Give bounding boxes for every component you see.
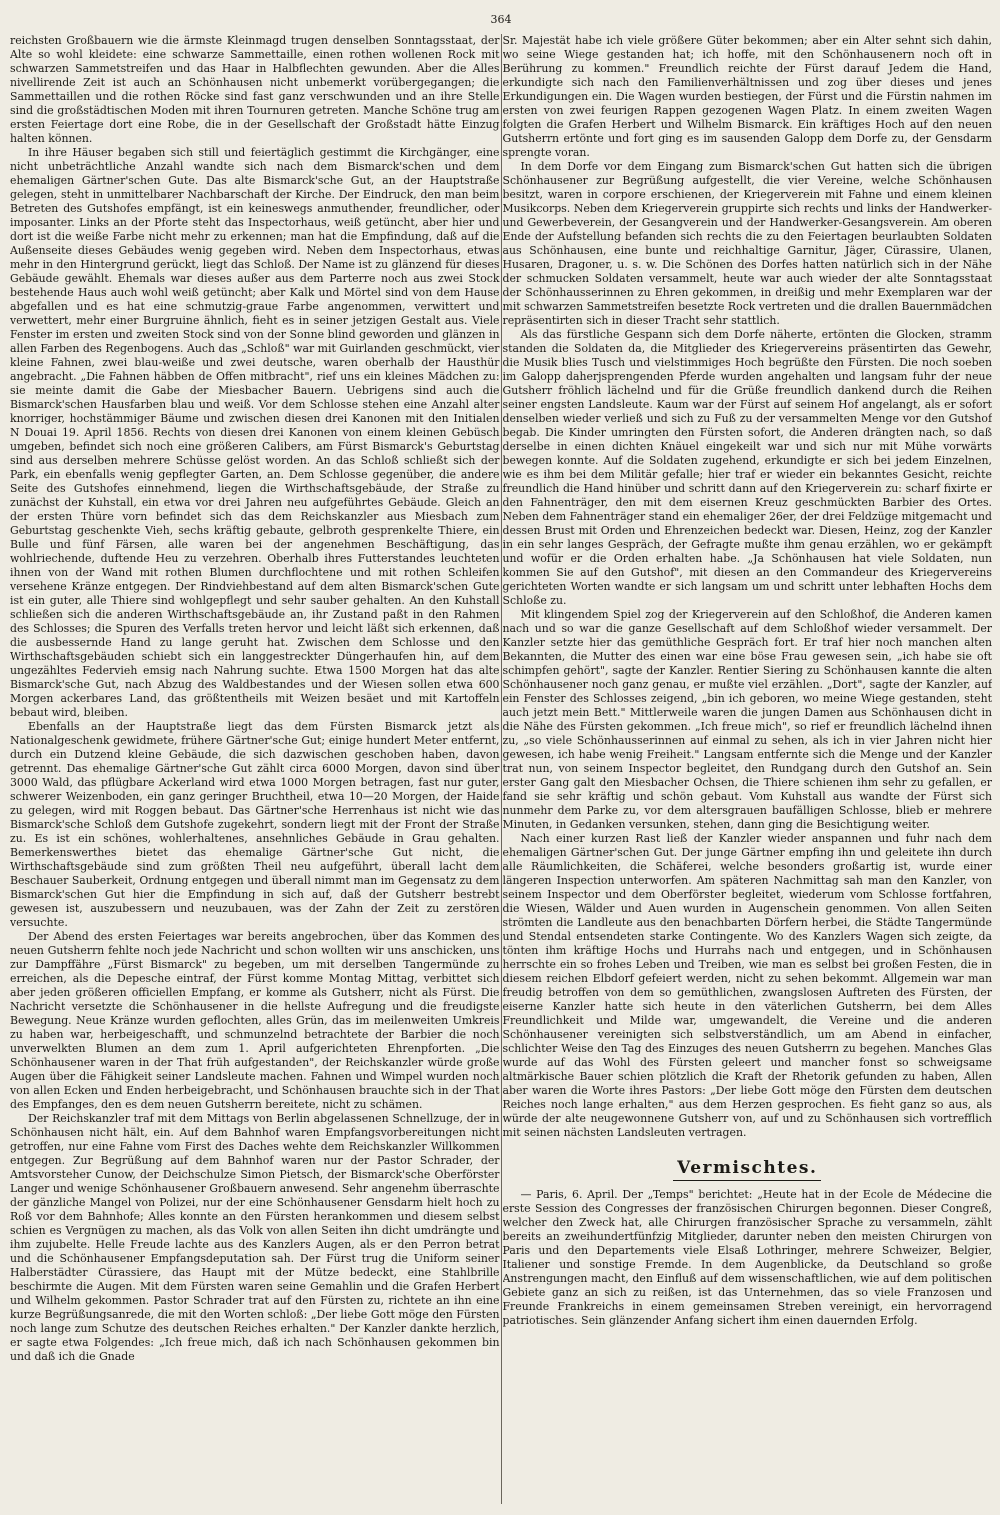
news-item-paragraph: — Paris, 6. April. Der „Temps" berichtet: „Heute hat in der Ecole de Médecine die erste Session des Congresses der französischen Chirurgen begonnen. Dieser Congreß, welcher den Zweck hat, alle Chirurgen französischer Sprache zu versammeln, zählt bereits an zweihundertfünfzig Mitglieder, darunter neben den meisten Chirurgen von Paris und den Departements viele Elsaß Lothringer, mehrere Schweizer, Belgier, Italiener und sonstige Fremde. In dem Augenblicke, da Deutschland so große Anstrengungen macht, den Einfluß auf dem wissenschaftlichen, wie auf dem politischen Gebiete ganz an sich zu reißen, ist das Unternehmen, das so viele Franzosen und Freunde Frankreichs in einem gemeinsamen Streben vereinigt, ein hervorragend patriotisches. Sein glänzender Anfang sichert ihm einen dauernden Erfolg.	[502, 1188, 992, 1327]
article-paragraph: Der Reichskanzler traf mit dem Mittags von Berlin abgelassenen Schnellzuge, der in Schönhausen nicht hält, ein. Auf dem Bahnhof waren Empfangsvorbereitungen nicht getroffen, nur eine Fahne vom First des Daches wehte dem Reichskanzler Willkommen entgegen. Zur Begrüßung auf dem Bahnhof waren nur der Pastor Schrader, der Amtsvorsteher Cunow, der Deichschulze Simon Pietsch, der Bismarck'sche Oberförster Langer und wenige Schönhausener Großbauern anwesend. Sehr angenehm überraschte der gänzliche Mangel von Polizei, nur der eine Schönhausener Gensdarm hielt hoch zu Roß vor dem Bahnhofe; Alles konnte an den Fürsten herankommen und diesem selbst schien es Vergnügen zu machen, als das Volk von allen Seiten ihn dicht umdrängte und ihm zujubelte. Helle Freude lachte aus des Kanzlers Augen, als er den Perron betrat und die Schönhausener Empfangsdeputation sah. Der Fürst trug die Uniform seiner Halberstädter Cürassiere, das Haupt mit der Mütze bedeckt, eine Stahlbrille beschirmte die Augen. Mit dem Fürsten waren seine Gemahlin und die Grafen Herbert und Wilhelm gekommen. Pastor Schrader trat auf den Fürsten zu, richtete an ihn eine kurze Begrüßungsanrede, die mit den Worten schloß: „Der liebe Gott möge den Fürsten noch lange zum Schutze des deutschen Reiches erhalten." Der Kanzler dankte herzlich, er sagte etwa Folgendes: „Ich freue mich, daß ich nach Schönhausen gekommen bin und daß ich die Gnade	[10, 1112, 500, 1363]
article-paragraph: In dem Dorfe vor dem Eingang zum Bismarck'schen Gut hatten sich die übrigen Schönhausener zur Begrüßung aufgestellt, die vier Vereine, welche Schönhausen besitzt, waren in corpore erschienen, der Kriegerverein mit Fahne und einem kleinen Musikcorps. Neben dem Kriegerverein gruppirte sich rechts und links der Handwerker- und Gewerbeverein, der Gesangverein und der Handwerker-Gesangsverein. Am oberen Ende der Aufstellung befanden sich rechts die zu den Feiertagen beurlaubten Soldaten aus Schönhausen, eine bunte und reichhaltige Garnitur, Jäger, Cürassire, Ulanen, Husaren, Dragoner, u. s. w. Die Schönen des Dorfes hatten natürlich sich in der Nähe der schmucken Soldaten versammelt, heute war auch wieder der alte Sonntagsstaat der Schönhausserinnen zu Ehren gekommen, in dreißig und mehr Exemplaren war der mit schwarzen Sammetstreifen besetzte Rock vertreten und die drallen Bauernmädchen repräsentirten sich in dieser Tracht sehr stattlich.	[502, 160, 992, 327]
article-paragraph: reichsten Großbauern wie die ärmste Kleinmagd trugen denselben Sonntagsstaat, der Alte so wohl kleidete: eine schwarze Sammettaille, einen rothen wollenen Rock mit schwarzen Sammetstreifen und das Haar in Halbflechten gewunden. Aber die Alles nivellirende Zeit ist auch an Schönhausen nicht unbemerkt vorübergegangen; die Sammettaillen und die rothen Röcke sind fast ganz verschwunden und an ihre Stelle sind die großstädtischen Moden mit ihren Tournuren getreten. Manche Schöne trug am ersten Feiertage dort eine Robe, die in der Gesellschaft der Großstadt hätte Einzug halten können.	[10, 34, 500, 145]
article-paragraph: In ihre Häuser begaben sich still und feiertäglich gestimmt die Kirchgänger, eine nicht unbeträchtliche Anzahl wandte sich nach dem Bismarck'schen und dem ehemaligen Gärtner'schen Gute. Das alte Bismarck'sche Gut, an der Hauptstraße gelegen, steht in unmittelbarer Nachbarschaft der Kirche. Der Eindruck, den man beim Betreten des Gutshofes empfängt, ist ein keineswegs anmuthender, freundlicher, oder imposanter. Links an der Pforte steht das Inspectorhaus, weiß getüncht, aber hier und dort ist die weiße Farbe nicht mehr zu erkennen; man hat die Empfindung, daß auf die Außenseite dieses Gebäudes wenig gegeben wird. Neben dem Inspectorhaus, etwas mehr in den Hintergrund gerückt, liegt das Schloß. Der Name ist zu glänzend für dieses Gebäude gewählt. Ehemals war dieses außer aus dem Parterre noch aus zwei Stock bestehende Haus auch wohl weiß getüncht; aber Kalk und Mörtel sind von dem Hause abgefallen und es hat eine schmutzig-graue Farbe angenommen, verwittert und verwettert, mehr einer Burgruine ähnlich, fieht es in seiner jetzigen Gestalt aus. Viele Fenster im ersten und zweiten Stock sind von der Sonne blind geworden und glänzen in allen Farben des Regenbogens. Auch das „Schloß" war mit Guirlanden geschmückt, vier kleine Fahnen, zwei blau-weiße und zwei deutsche, waren oberhalb der Hausthür angebracht. „Die Fahnen häbben de Offen mitbracht", rief uns ein kleines Mädchen zu: sie meinte damit die Gabe der Miesbacher Bauern. Uebrigens sind auch die Bismarck'schen Hausfarben blau und weiß. Vor dem Schlosse stehen eine Anzahl alter knorriger, hochstämmiger Bäume und zwischen diesen drei Kanonen mit den Initialen N Douai 19. April 1856. Rechts von diesen drei Kanonen von einem kleinen Gebüsch umgeben, befindet sich noch eine größeren Calibers, am Fürst Bismarck's Geburtstag sind aus derselben mehrere Schüsse gelöst worden. An das Schloß schließt sich der Park, ein ebenfalls wenig gepflegter Garten, an. Dem Schlosse gegenüber, die andere Seite des Gutshofes einnehmend, liegen die Wirthschaftsgebäude, der Straße zu zunächst der Kuhstall, ein etwa vor drei Jahren neu aufgeführtes Gebäude. Gleich an der ersten Thüre vorn befindet sich das dem Reichskanzler aus Miesbach zum Geburtstag geschenkte Vieh, sechs kräftig gebaute, gelbroth gesprenkelte Thiere, ein Bulle und fünf Färsen, alle waren bei der angenehmen Beschäftigung, das wohlriechende, duftende Heu zu verzehren. Oberhalb ihres Futterstandes leuchteten ihnen von der Wand mit rothen Blumen durchflochtene und mit rothen Schleifen versehene Kränze entgegen. Der Rindviehbestand auf dem alten Bismarck'schen Gute ist ein guter, alle Thiere sind wohlgepflegt und sehr sauber gehalten. An den Kuhstall schließen sich die anderen Wirthschaftsgebäude an, ihr Zustand paßt in den Rahmen des Schlosses; die Spuren des Verfalls treten hervor und leicht läßt sich erkennen, daß die ausbessernde Hand zu lange geruht hat. Zwischen dem Schlosse und den Wirthschaftsgebäuden schiebt sich ein langgestreckter Düngerhaufen hin, auf dem ungezähltes Federvieh emsig nach Nahrung suchte. Etwa 1500 Morgen hat das alte Bismarck'sche Gut, nach Abzug des Waldbestandes und der Wiesen sollen etwa 600 Morgen ackerbares Land, das größtentheils mit Weizen besäet und mit Kartoffeln bebaut wird, bleiben.	[10, 146, 500, 719]
article-paragraph: Mit klingendem Spiel zog der Kriegerverein auf den Schloßhof, die Anderen kamen nach und so war die ganze Gesellschaft auf dem Schloßhof wieder versammelt. Der Kanzler setzte hier das gemüthliche Gespräch fort. Er traf hier noch manchen alten Bekannten, die Mutter des einen war eine böse Frau gewesen sein, „ich habe sie oft schimpfen gehört", sagte der Kanzler. Rentier Siering zu Schönhausen kannte die alten Schönhausener noch ganz genau, er mußte viel erzählen. „Dort", sagte der Kanzler, auf ein Fenster des Schlosses zeigend, „bin ich geboren, wo meine Wiege gestanden, steht auch jetzt mein Bett." Mittlerweile waren die jungen Damen aus Schönhausen dicht in die Nähe des Fürsten gekommen. „Ich freue mich", so rief er freundlich lächelnd ihnen zu, „so viele Schönhausserinnen auf einmal zu sehen, als ich in vier Jahren nicht hier gewesen, ich habe wenig Freiheit." Langsam entfernte sich die Menge und der Kanzler trat nun, von seinem Inspector begleitet, den Rundgang durch den Gutshof an. Sein erster Gang galt den Miesbacher Ochsen, die Thiere schienen ihm sehr zu gefallen, er fand sie sehr kräftig und schön gebaut. Vom Kuhstall aus wandte der Fürst sich nunmehr dem Parke zu, vor dem altersgrauen baufälligen Schlosse, blieb er mehrere Minuten, in Gedanken versunken, stehen, dann ging die Besichtigung weiter.	[502, 608, 992, 831]
section-heading	[503, 1158, 993, 1178]
right-column	[503, 34, 993, 1504]
left-column	[10, 34, 500, 1504]
article-paragraph: Der Abend des ersten Feiertages war bereits angebrochen, über das Kommen des neuen Gutsherrn fehlte noch jede Nachricht und schon wollten wir uns anschicken, uns zur Dampffähre „Fürst Bismarck" zu begeben, um mit derselben Tangermünde zu erreichen, als die Depesche eintraf, der Fürst komme Montag Mittag, verbittet sich aber jeden größeren officiellen Empfang, er komme als Gutsherr, nicht als Fürst. Die Nachricht versetzte die Schönhausener in die hellste Aufregung und die freudigste Bewegung. Neue Kränze wurden geflochten, alles Grün, das im meilenweiten Umkreis zu haben war, herbeigeschafft, und schmunzelnd betrachtete der Barbier die noch unverwelkten Blumen an dem zum 1. April aufgerichteten Ehrenpforten. „Die Schönhausener waren in der That früh aufgestanden", der Reichskanzler würde große Augen über die Fähigkeit seiner Landsleute machen. Fahnen und Wimpel wurden noch von allen Ecken und Enden herbeigebracht, und Schönhausen brauchte sich in der That des Empfanges, den es dem neuen Gutsherrn bereitete, nicht zu schämen.	[10, 930, 500, 1111]
text-columns	[10, 34, 992, 1504]
section-title: Vermischtes.	[673, 1158, 821, 1181]
page-number: 364	[490, 13, 512, 26]
article-paragraph: Als das fürstliche Gespann sich dem Dorfe näherte, ertönten die Glocken, stramm standen die Soldaten da, die Mitglieder des Kriegervereins präsentirten das Gewehr, die Musik blies Tusch und vielstimmiges Hoch begrüßte den Fürsten. Die noch soeben im Galopp daherjsprengenden Pferde wurden angehalten und langsam fuhr der neue Gutsherr fröhlich lächelnd und für die Grüße freundlich dankend durch die Reihen seiner engsten Landsleute. Kaum war der Fürst auf seinem Hof angelangt, als er sofort denselben wieder verließ und sich zu Fuß zu der versammelten Menge vor den Gutshof begab. Die Kinder umringten den Fürsten sofort, die Anderen drängten nach, so daß derselbe in einen dichten Knäuel eingekeilt war und sich nur mit Mühe vorwärts bewegen konnte. Auf die Soldaten zugehend, erkundigte er sich bei jedem Einzelnen, wie es ihm bei dem Militär gefalle; hier traf er wieder ein bekanntes Gesicht, reichte freundlich die Hand hinüber und schritt dann auf den Kriegerverein zu: scharf fixirte er den Fahnenträger, den mit dem eisernen Kreuz geschmückten Barbier des Ortes. Neben dem Fahnenträger stand ein ehemaliger 26er, der drei Feldzüge mitgemacht und dessen Brust mit Orden und Ehrenzeichen bedeckt war. Diesen, Heinz, zog der Kanzler in ein sehr langes Gespräch, der Gefragte mußte ihm genau erzählen, wo er gekämpft und wofür er die Orden erhalten habe. „Ja Schönhausen hat viele Soldaten, nun kommen Sie auf den Gutshof", mit diesen an den Commandeur des Kriegervereins gerichteten Worten wandte er sich langsam um und schritt unter lebhaften Hochs dem Schloße zu.	[502, 328, 992, 607]
article-paragraph: Sr. Majestät habe ich viele größere Güter bekommen; aber ein Alter sehnt sich dahin, wo seine Wiege gestanden hat; ich hoffe, mit den Schönhausenern noch oft in Berührung zu kommen." Freundlich reichte der Fürst darauf Jedem die Hand, erkundigte sich nach den Familienverhältnissen und zog über dieses und jenes Erkundigungen ein. Die Wagen wurden bestiegen, der Fürst und die Fürstin nahmen im ersten von zwei feurigen Rappen gezogenen Wagen Platz. In einem zweiten Wagen folgten die Grafen Herbert und Wilhelm Bismarck. Ein kräftiges Hoch auf den neuen Gutsherrn ertönte und fort ging es im sausenden Galopp dem Dorfe zu, der Gensdarm sprengte voran.	[502, 34, 992, 159]
column-divider	[501, 34, 502, 1504]
article-paragraph: Ebenfalls an der Hauptstraße liegt das dem Fürsten Bismarck jetzt als Nationalgeschenk gewidmete, frühere Gärtner'sche Gut; einige hundert Meter entfernt, durch ein Dutzend kleine Gebäude, die sich dazwischen geschoben haben, davon getrennt. Das ehemalige Gärtner'sche Gut zählt circa 6000 Morgen, davon sind über 3000 Wald, das pflügbare Ackerland wird etwa 1000 Morgen betragen, fast nur guter, schwerer Weizenboden, ein ganz geringer Bruchtheil, etwa 10—20 Morgen, der Haide zu gelegen, wird mit Roggen bebaut. Das Gärtner'sche Herrenhaus ist nicht wie das Bismarck'sche Schloß dem Gutshofe zugekehrt, sondern liegt mit der Front der Straße zu. Es ist ein schönes, wohlerhaltenes, ansehnliches Gebäude in Grau gehalten. Bemerkenswerthes bietet das ehemalige Gärtner'sche Gut nicht, die Wirthschaftsgebäude sind zum größten Theil neu aufgeführt, überall lacht dem Beschauer Sauberkeit, Ordnung entgegen und überall nimmt man im Gegensatz zu dem Bismarck'schen Gut hier die Empfindung in sich auf, daß der Gutsherr bestrebt gewesen ist, auszubessern und neuzubauen, was der Zahn der Zeit zu zerstören versuchte.	[10, 720, 500, 929]
article-paragraph: Nach einer kurzen Rast ließ der Kanzler wieder anspannen und fuhr nach dem ehemaligen Gärtner'schen Gut. Der junge Gärtner empfing ihn und geleitete ihn durch alle Räumlichkeiten, die Schäferei, welche besonders großartig ist, wurde einer längeren Inspection unterworfen. Am späteren Nachmittag sah man den Kanzler, von seinem Inspector und dem Oberförster begleitet, wiederum vom Schlosse fortfahren, die Wiesen, Wälder und Auen wurden in Augenschein genommen. Von allen Seiten strömten die Landleute aus den benachbarten Dörfern herbei, die Städte Tangermünde und Stendal entsendeten starke Contingente. Wo des Kanzlers Wagen sich zeigte, da tönten ihm kräftige Hochs und Hurrahs nach und entgegen, und in Schönhausen herrschte ein so frohes Leben und Treiben, wie man es selbst bei großen Festen, die in diesem reichen Elbdorf gefeiert werden, nicht zu sehen bekommt. Allgemein war man freudig betroffen von dem so gemüthlichen, zwangslosen Auftreten des Fürsten, der eiserne Kanzler hatte sich heute in den väterlichen Gutsherrn, bei dem Alles Freundlichkeit und Milde war, umgewandelt, die Vereine und die anderen Schönhausener vereinigten sich selbstverständlich, um am Abend in einfacher, schlichter Weise den Tag des Einzuges des neuen Gutsherrn zu begehen. Manches Glas wurde auf das Wohl des Fürsten geleert und mancher fonst so schweigsame altmärkische Bauer schien plötzlich die Kraft der Rhetorik gefunden zu haben, Allen aber waren die Worte ihres Pastors: „Der liebe Gott möge den Fürsten dem deutschen Reiches noch lange erhalten," aus dem Herzen gesprochen. Es fieht ganz so aus, als würde der alte neugewonnene Gutsherr von, auf und zu Schönhausen sich vortrefflich mit seinen nächsten Landsleuten vertragen.	[502, 832, 992, 1139]
